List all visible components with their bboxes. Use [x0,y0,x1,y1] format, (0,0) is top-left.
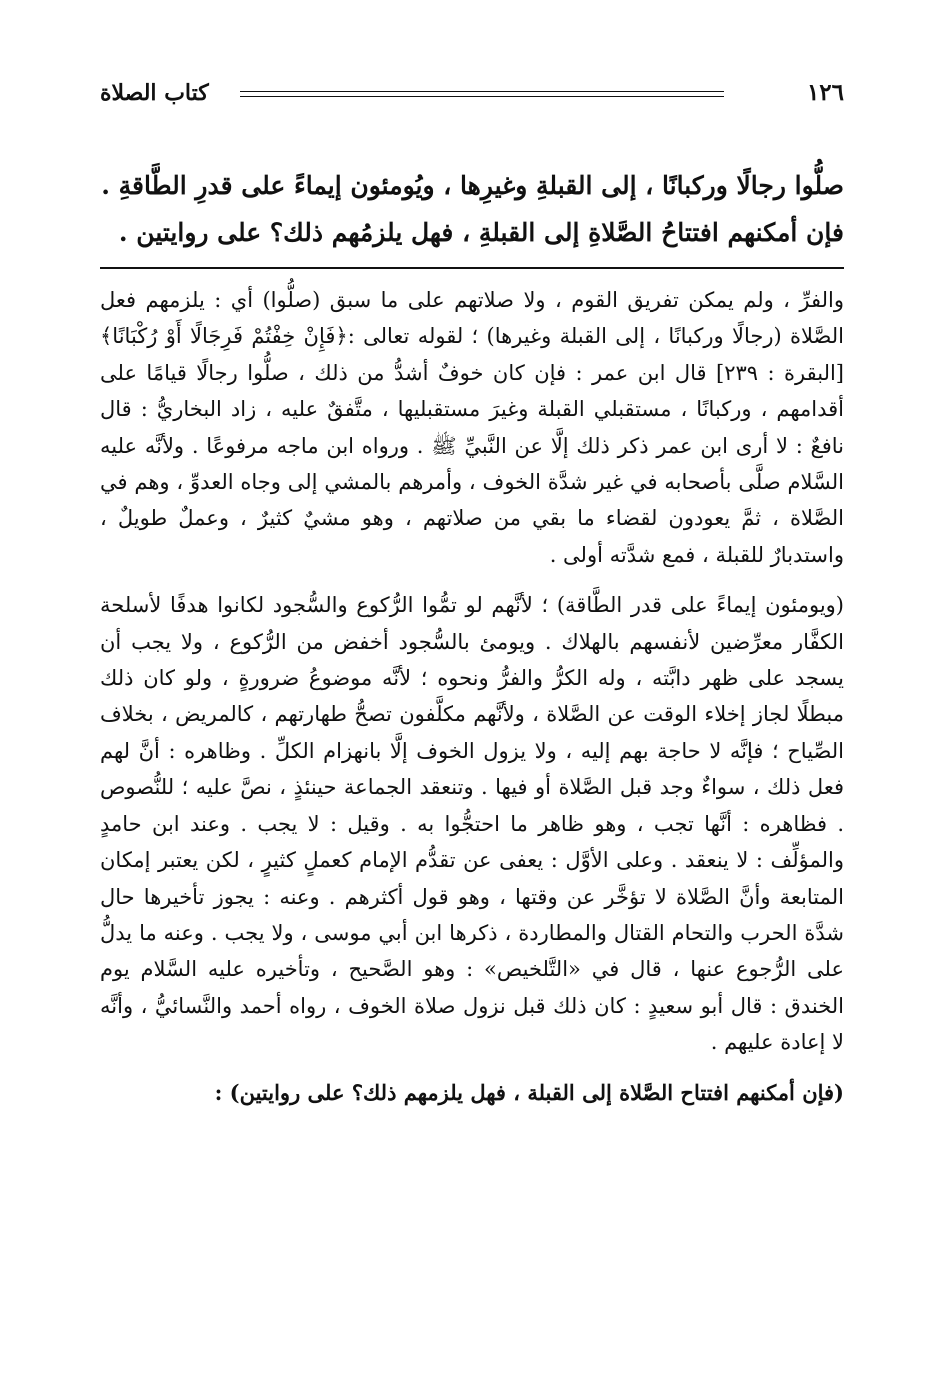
matn-text-block [100,162,844,256]
header-rule [240,91,724,92]
commentary-block [100,282,844,1121]
matn-divider [100,267,844,269]
header-rule-thin [240,96,724,97]
matn-line: صلُّوا رجالًا وركبانًا ، إلى القبلةِ وغيرِها ، ويُومئون إيماءً على قدرِ الطَّاقةِ . [101,171,844,200]
book-title: كتاب الصلاة [100,80,209,106]
commentary-paragraph: والفرِّ ، ولم يمكن تفريق القوم ، ولا صلاتهم على ما سبق (صلُّوا) أي : يلزمهم فعل الصَّلاة (رجالًا وركبانًا ، إلى القبلة وغيرها) ؛ لقوله تعالى :﴿فَإِنْ خِفْتُمْ فَرِجَالًا أَوْ رُكْبَانًا﴾ [البقرة : ٢٣٩] قال ابن عمر : فإن كان خوفٌ أشدُّ من ذلك ، صلُّوا رجالًا قيامًا على أقدامهم ، وركبانًا ، مستقبلي القبلة وغيرَ مستقبليها ، متَّفقٌ عليه ، زاد البخاريُّ : قال نافعٌ : لا أرى ابن عمر ذكر ذلك إلَّا عن النَّبيِّ ﷺ . ورواه ابن ماجه مرفوعًا . ولأنَّه عليه السَّلام صلَّى بأصحابه في غير شدَّة الخوف ، وأمرهم بالمشي إلى وجاه العدوِّ ، وهم في الصَّلاة ، ثمَّ يعودون لقضاء ما بقي من صلاتهم ، وهو مشيٌ كثيرٌ ، وعملٌ طويلٌ ، واستدبارٌ للقبلة ، فمع شدَّته أولى . [100,288,844,567]
matn-line: فإن أمكنهم افتتاحُ الصَّلاةِ إلى القبلةِ ، فهل يلزمُهم ذلك؟ على روايتين . [118,218,844,247]
page-number: ١٢٦ [806,79,844,106]
running-header [100,76,844,110]
closing-matn-quote: (فإن أمكنهم افتتاح الصَّلاة إلى القبلة ، فهل يلزمهم ذلك؟ على روايتين) : [214,1079,844,1105]
commentary-paragraph: (ويومئون إيماءً على قدر الطَّاقة) ؛ لأنَّهم لو تمُّوا الرُّكوع والسُّجود لكانوا هدفًا لأسلحة الكفَّار معرِّضين لأنفسهم بالهلاك . ويومئ بالسُّجود أخفض من الرُّكوع ، ولا يجب أن يسجد على ظهر دابَّته ، وله الكرُّ والفرُّ ونحوه ؛ لأنَّه موضوعُ ضرورةٍ ، ولو كان ذلك مبطلًا لجاز إخلاء الوقت عن الصَّلاة ، ولأنَّهم مكلَّفون تصحُّ طهارتهم ، كالمريض ، بخلاف الصِّياح ؛ فإنَّه لا حاجة بهم إليه ، ولا يزول الخوف إلَّا بانهزام الكلِّ . وظاهره : أنَّ لهم فعل ذلك ، سواءٌ وجد قبل الصَّلاة أو فيها . وتنعقد الجماعة حينئذٍ ، نصَّ عليه ؛ للنُّصوص . فظاهره : أنَّها تجب ، وهو ظاهر ما احتجُّوا به . وقيل : لا يجب . وعند ابن حامدٍ والمؤلِّف : لا ينعقد . وعلى الأوَّل : يعفى عن تقدُّم الإمام كعملٍ كثيرٍ ، لكن يعتبر إمكان المتابعة وأنَّ الصَّلاة لا تؤخَّر عن وقتها ، وهو قول أكثرهم . وعنه : يجوز تأخيرها حال شدَّة الحرب والتحام القتال والمطاردة ، ذكرها ابن أبي موسى ، ولا يجب . وعنه ما يدلُّ على الرُّجوع عنها ، قال في «التَّلخيص» : وهو الصَّحيح ، وتأخيره عليه السَّلام يوم الخندق : قال أبو سعيدٍ : كان ذلك قبل نزول صلاة الخوف ، رواه أحمد والنَّسائيُّ ، وأنَّه لا إعادة عليهم . [100,593,844,1055]
